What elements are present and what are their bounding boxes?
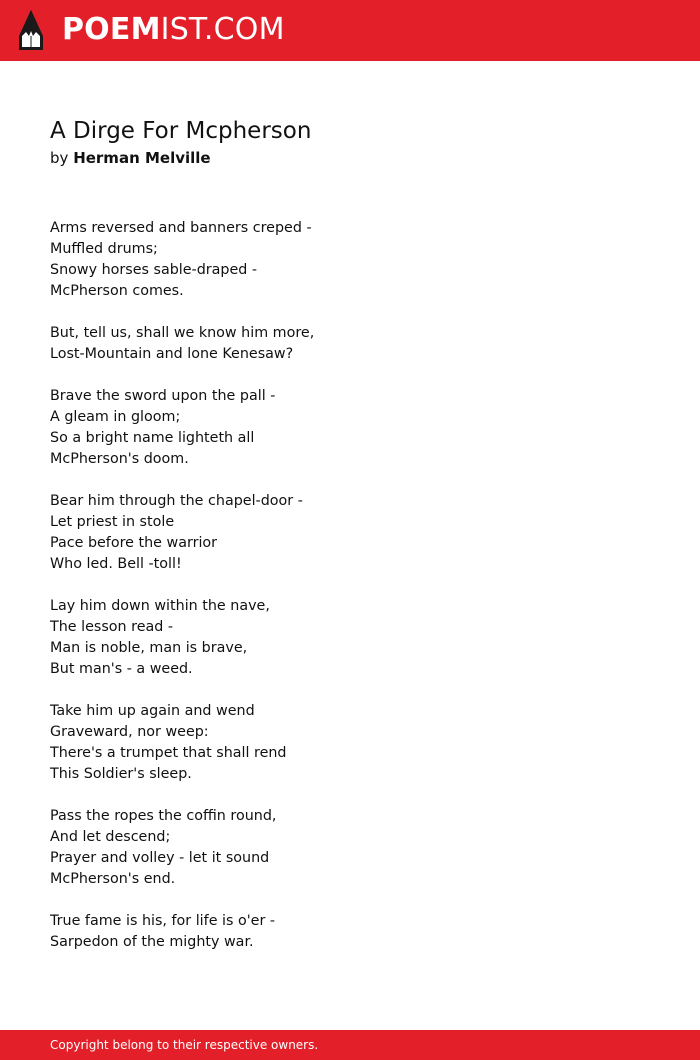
poem-author: Herman Melville <box>73 149 211 167</box>
poem-line: This Soldier's sleep. <box>50 766 192 782</box>
poem-line: There's a trumpet that shall rend <box>50 745 287 761</box>
poem-line: Snowy horses sable-draped - <box>50 262 258 278</box>
by-label: by <box>50 149 69 167</box>
poem-line: Muffled drums; <box>50 241 158 257</box>
poem-line: True fame is his, for life is o'er - <box>50 913 276 929</box>
poem-line: Sarpedon of the mighty war. <box>50 934 254 950</box>
poem-stanza <box>50 323 650 365</box>
poem-line: Prayer and volley - let it sound <box>50 850 270 866</box>
poem-stanza <box>50 218 650 302</box>
poem-stanza <box>50 386 650 470</box>
site-footer <box>0 1030 700 1060</box>
poem-stanza <box>50 701 650 785</box>
poem-line: But man's - a weed. <box>50 661 193 677</box>
poem-line: A gleam in gloom; <box>50 409 181 425</box>
poem-line: The lesson read - <box>50 619 174 635</box>
logo-bold-text: POEM <box>62 12 161 47</box>
poem-line: So a bright name lighteth all <box>50 430 255 446</box>
poem-line: Graveward, nor weep: <box>50 724 209 740</box>
poem-line: Pass the ropes the coffin round, <box>50 808 277 824</box>
logo-light-text: IST.COM <box>160 12 285 47</box>
poem-line: And let descend; <box>50 829 171 845</box>
poem-line: Who led. Bell -toll! <box>50 556 182 572</box>
poem-line: Let priest in stole <box>50 514 175 530</box>
poem-line: Lay him down within the nave, <box>50 598 270 614</box>
copyright-text: Copyright belong to their respective owners. <box>50 1038 319 1052</box>
poem-stanza <box>50 596 650 680</box>
poem-line: McPherson's end. <box>50 871 176 887</box>
poem-body <box>50 218 650 974</box>
poem-line: Pace before the warrior <box>50 535 218 551</box>
poem-line: McPherson comes. <box>50 283 184 299</box>
site-header <box>0 0 700 61</box>
poem-line: Man is noble, man is brave, <box>50 640 248 656</box>
poem-byline <box>50 146 650 170</box>
poem-line: But, tell us, shall we know him more, <box>50 325 315 341</box>
poem-line: Lost-Mountain and lone Kenesaw? <box>50 346 294 362</box>
poem-line: Brave the sword upon the pall - <box>50 388 276 404</box>
poem-stanza <box>50 911 650 953</box>
poem-line: Take him up again and wend <box>50 703 255 719</box>
poem-line: Arms reversed and banners creped - <box>50 220 312 236</box>
poem-stanza <box>50 806 650 890</box>
pencil-tip-icon <box>17 9 45 51</box>
site-logo[interactable] <box>62 12 285 48</box>
poem-stanza <box>50 491 650 575</box>
poem-title: A Dirge For Mcpherson <box>50 118 312 144</box>
poem-heading <box>50 116 650 170</box>
poem-line: Bear him through the chapel-door - <box>50 493 303 509</box>
poem-line: McPherson's doom. <box>50 451 189 467</box>
